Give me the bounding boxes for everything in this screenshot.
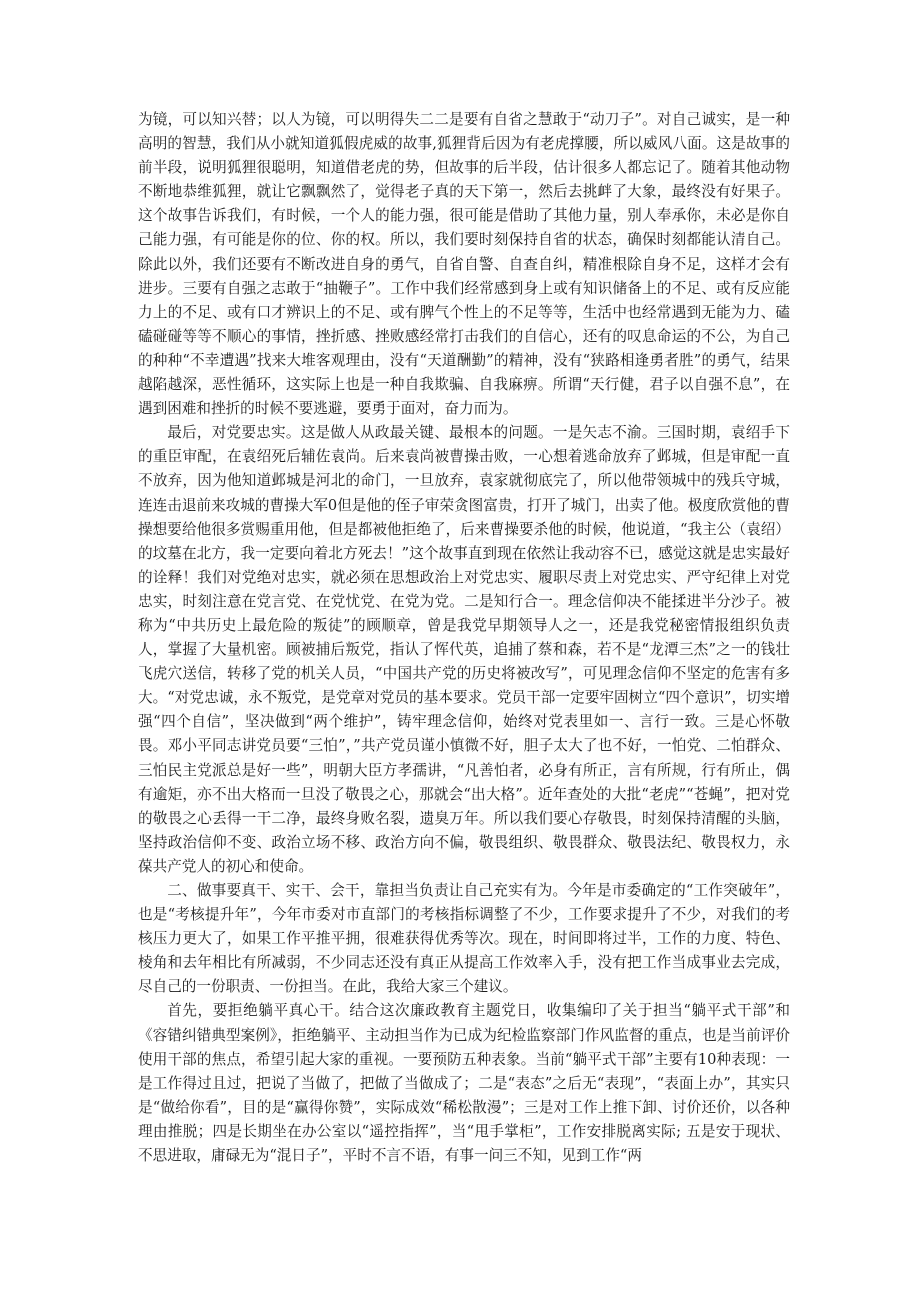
document-page (138, 108, 790, 1168)
paragraph-loyalty-to-party: 最后，对党要忠实。这是做人从政最关键、最根本的问题。一是矢志不渝。三国时期，袁绍手下的重臣审配，在袁绍死后辅佐袁尚。后来袁尚被曹操击败，一心想着逃命放弃了邺城，但是审配一直不放弃，因为他知道邺城是河北的命门，一旦放弃，袁家就彻底完了，所以他带领城中的残兵守城，连连击退前来攻城的曹操大军0但是他的侄子审荣贪图富贵，打开了城门，出卖了他。极度欣赏他的曹操想要给他很多赏赐重用他，但是都被他拒绝了，后来曹操要杀他的时候，他说道，“我主公（袁绍）的坟墓在北方，我一定要向着北方死去！”这个故事直到现在依然让我动容不已，感觉这就是忠实最好的诠释！我们对党绝对忠实，就必须在思想政治上对党忠实、履职尽责上对党忠实、严守纪律上对党忠实，时刻注意在党言党、在党忧党、在党为党。二是知行合一。理念信仰决不能揉进半分沙子。被称为“中共历史上最危险的叛徒”的顾顺章，曾是我党早期领导人之一，还是我党秘密情报组织负责人，掌握了大量机密。顾被捕后叛党，指认了恽代英，追捕了蔡和森，若不是“龙潭三杰”之一的钱壮飞虎穴送信，转移了党的机关人员，“中国共产党的历史将被改写”，可见理念信仰不坚定的危害有多大。“对党忠诚，永不叛党，是党章对党员的基本要求。党员干部一定要牢固树立“四个意识”，切实增强“四个自信”，坚决做到“两个维护”，铸牢理念信仰，始终对党表里如一、言行一致。三是心怀敬畏。邓小平同志讲党员要“三怕”，”共产党员谨小慎微不好，胆子太大了也不好，一怕党、二怕群众、三怕民主党派总是好一些”，明朝大臣方孝孺讲，“凡善怕者，必身有所正，言有所规，行有所止，偶有逾矩，亦不出大格而一旦没了敬畏之心，那就会“出大格”。近年查处的大批“老虎”“苍蝇”，把对党的敬畏之心丢得一干二净，最终身败名裂，遗臭万年。所以我们要心存敬畏，时刻保持清醒的头脑，坚持政治信仰不变、政治立场不移、政治方向不偏，敬畏组织、敬畏群众、敬畏法纪、敬畏权力，永葆共产党人的初心和使命。 (138, 424, 790, 875)
paragraph-reject-lying-flat: 首先，要拒绝躺平真心干。结合这次廉政教育主题党日，收集编印了关于担当“躺平式干部”和《容错纠错典型案例》，拒绝躺平、主动担当作为已成为纪检监察部门作风监督的重点，也是当前评价使用干部的焦点，希望引起大家的重视。一要预防五种表象。当前“躺平式干部”主要有10种表现：一是工作得过且过，把说了当做了，把做了当做成了；二是“表态”之后无“表现”，“表面上办”，其实只是“做给你看”，目的是“赢得你赞”，实际成效“稀松散漫”；三是对工作上推下卸、讨价还价，以各种理由推脱；四是长期坐在办公室以“遥控指挥”，当“甩手掌柜”，工作安排脱离实际; 五是安于现状、不思进取，庸碌无为“混日子”，平时不言不语，有事一问三不知，见到工作“两 (138, 1002, 790, 1165)
paragraph-self-reflection: 为镜，可以知兴替；以人为镜，可以明得失二二是要有自省之慧敢于“动刀子”。对自己诚实，是一种高明的智慧，我们从小就知道狐假虎威的故事,狐狸背后因为有老虎撑腰，所以威风八面。这是故事的前半段，说明狐狸很聪明，知道借老虎的势，但故事的后半段，估计很多人都忘记了。随着其他动物不断地恭维狐狸，就让它飘飘然了，觉得老子真的天下第一，然后去挑衅了大象，最终没有好果子。这个故事告诉我们，有时候，一个人的能力强，很可能是借助了其他力量，别人奉承你，未必是你自己能力强，有可能是你的位、你的权。所以，我们要时刻保持自省的状态，确保时刻都能认清自己。除此以外，我们还要有不断改进自身的勇气，自省自警、自查自纠，精准根除自身不足，这样才会有进步。三要有自强之志敢于“抽鞭子”。工作中我们经常感到身上或有知识储备上的不足、或有反应能力上的不足、或有口才辨识上的不足、或有脾气个性上的不足等等，生活中也经常遇到无能为力、磕磕碰碰等等不顺心的事情，挫折感、挫败感经常打击我们的自信心，还有的叹息命运的不公，为自己的种种“不幸遭遇”找来大堆客观理由，没有“天道酬勤”的精神，没有“狭路相逢勇者胜”的勇气，结果越陷越深，恶性循环，这实际上也是一种自我欺骗、自我麻痹。所谓“天行健，君子以自强不息”，在遇到困难和挫折的时候不要逃避，要勇于面对，奋力而为。 (138, 111, 790, 418)
paragraph-work-diligence: 二、做事要真干、实干、会干，靠担当负责让自己充实有为。今年是市委确定的“工作突破年”，也是“考核提升年”，今年市委对市直部门的考核指标调整了不少，工作要求提升了不少，对我们的考核压力更大了，如果工作平推平拥，很难获得优秀等次。现在，时间即将过半，工作的力度、特色、棱角和去年相比有所减弱，不少同志还没有真正从提高工作效率入手，没有把工作当成事业去完成，尽自己的一份职责、一份担当。在此，我给大家三个建议。 (138, 882, 790, 996)
